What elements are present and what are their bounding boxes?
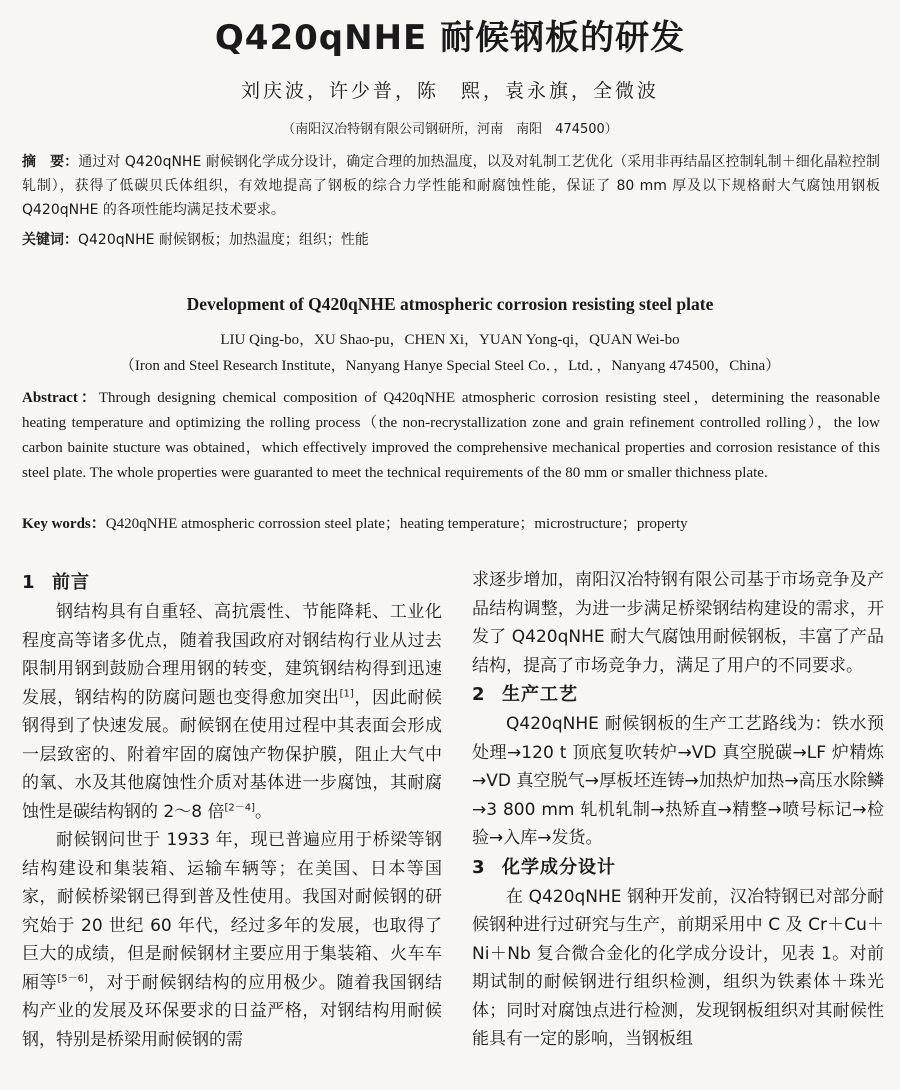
abstract-en-text: Through designing chemical composition of Q420qNHE atmospheric corrosion resisting steel，determining the reasonable heating temperature and optimizing the rolling process（the non-recrystallization zone and grain refinement controlled rolling），the low carbon bainite stucture was obtained，which effectively improved the comprehensive mechanical properties and corrosion resistance of this steel plate. The whole properties were guaranted to meet the technical requirements of the 80 mm or smaller thichness plate. [22,390,880,481]
affiliation-cn: （南阳汉冶特钢有限公司钢研所，河南 南阳 474500） [282,122,618,137]
abstract-en-label: Abstract： [22,390,99,406]
paper-title-en: Development of Q420qNHE atmospheric corrosion resisting steel plate [186,294,714,314]
section-2-heading [472,680,884,710]
body-column-right [472,566,884,1054]
abstract-cn [22,150,880,222]
abstract-cn-text: 通过对 Q420qNHE 耐候钢化学成分设计，确定合理的加热温度，以及对轧制工艺优化（采用非再结晶区控制轧制＋细化晶粒控制轧制），获得了低碳贝氏体组织，有效地提高了钢板的综合力学性能和耐腐蚀性能，保证了 80 mm 厚及以下规格耐大气腐蚀用钢板 Q420qNHE 的各项性能均满足技术要求。 [22,154,880,218]
paper-title: Q420qNHE 耐候钢板的研发 [214,18,686,58]
body-column-left [22,568,442,1054]
paragraph-text: ，因此耐候钢得到了快速发展。耐候钢在使用过程中其表面会形成一层致密的、附着牢固的腐蚀产物保护膜，阻止大气中的氧、水及其他腐蚀性介质对基体进一步腐蚀，其耐腐蚀性是碳结构钢的 2～8 倍 [22,687,443,822]
section-3-title: 化学成分设计 [502,856,616,878]
paragraph-text: 。 [254,801,272,822]
keywords-cn [22,228,880,252]
keywords-en-label: Key words： [22,516,106,532]
section-1-number: 1 [22,572,36,593]
paragraph: 在 Q420qNHE 钢种开发前，汉冶特钢已对部分耐候钢种进行过研究与生产，前期采用中 C 及 Cr＋Cu＋Ni＋Nb 复合微合金化的化学成分设计，见表 1。对前期试制的耐候钢进行组织检测，组织为铁素体＋珠光体；同时对腐蚀点进行检测，发现钢板组织对其耐候性能具有一定的影响，当钢板组 [472,886,884,1049]
section-1-title: 前言 [52,572,90,593]
keywords-cn-label: 关键词： [22,232,78,248]
citation: [5－6] [57,972,88,984]
citation: [2－4] [224,801,255,813]
affiliation-en: （Iron and Steel Research Institute，Nanyang Hanye Special Steel Co．，Ltd．，Nanyang 474500，China） [119,358,781,374]
paragraph-text: 耐候钢问世于 1933 年，现已普遍应用于桥梁等钢结构建设和集装箱、运输车辆等；在美国、日本等国家，耐候桥梁钢已得到普及性使用。我国对耐候钢的研究始于 20 世纪 60 年代，经过多年的发展，也取得了巨大的成绩，但是耐候钢材主要应用于集装箱、火车车厢等 [22,830,442,993]
paragraph [22,598,442,826]
section-2-number: 2 [472,684,486,705]
abstract-cn-label: 摘 要： [22,154,79,170]
section-1-heading [22,568,442,598]
authors-en: LIU Qing-bo，XU Shao-pu，CHEN Xi，YUAN Yong-qi，QUAN Wei-bo [220,332,680,348]
paragraph: Q420qNHE 耐候钢板的生产工艺路线为：铁水预处理→120 t 顶底复吹转炉→VD 真空脱碳→LF 炉精炼→VD 真空脱气→厚板坯连铸→加热炉加热→高压水除鳞→3 800 mm 轧机轧制→热矫直→精整→喷号标记→检验→入库→发货。 [472,714,884,848]
paragraph [22,826,442,1054]
abstract-en [22,386,880,486]
keywords-en [22,512,880,537]
paragraph-text: ，对于耐候钢结构的应用极少。随着我国钢结构产业的发展及环保要求的日益严格，对钢结构用耐候钢，特别是桥梁用耐候钢的需 [22,972,442,1050]
keywords-cn-text: Q420qNHE 耐候钢板；加热温度；组织；性能 [78,232,369,248]
keywords-en-text: Q420qNHE atmospheric corrossion steel plate；heating temperature；microstructure；property [105,516,688,532]
paragraph-text: 钢结构具有自重轻、高抗震性、节能降耗、工业化程度高等诸多优点，随着我国政府对钢结构行业从过去限制用钢到鼓励合理用钢的转变，建筑钢结构得到迅速发展，钢结构的防腐问题也变得愈加突出 [22,602,442,708]
section-3-heading [472,853,884,883]
citation: [1] [339,687,354,699]
section-2-title: 生产工艺 [502,684,578,705]
paragraph: 求逐步增加，南阳汉冶特钢有限公司基于市场竞争及产品结构调整，为进一步满足桥梁钢结构建设的需求，开发了 Q420qNHE 耐大气腐蚀用耐候钢板，丰富了产品结构，提高了市场竞争力，满足了用户的不同要求。 [472,570,884,676]
authors-cn: 刘庆波，许少普，陈 熙，袁永旗，全微波 [240,80,659,102]
section-3-number: 3 [472,856,486,878]
